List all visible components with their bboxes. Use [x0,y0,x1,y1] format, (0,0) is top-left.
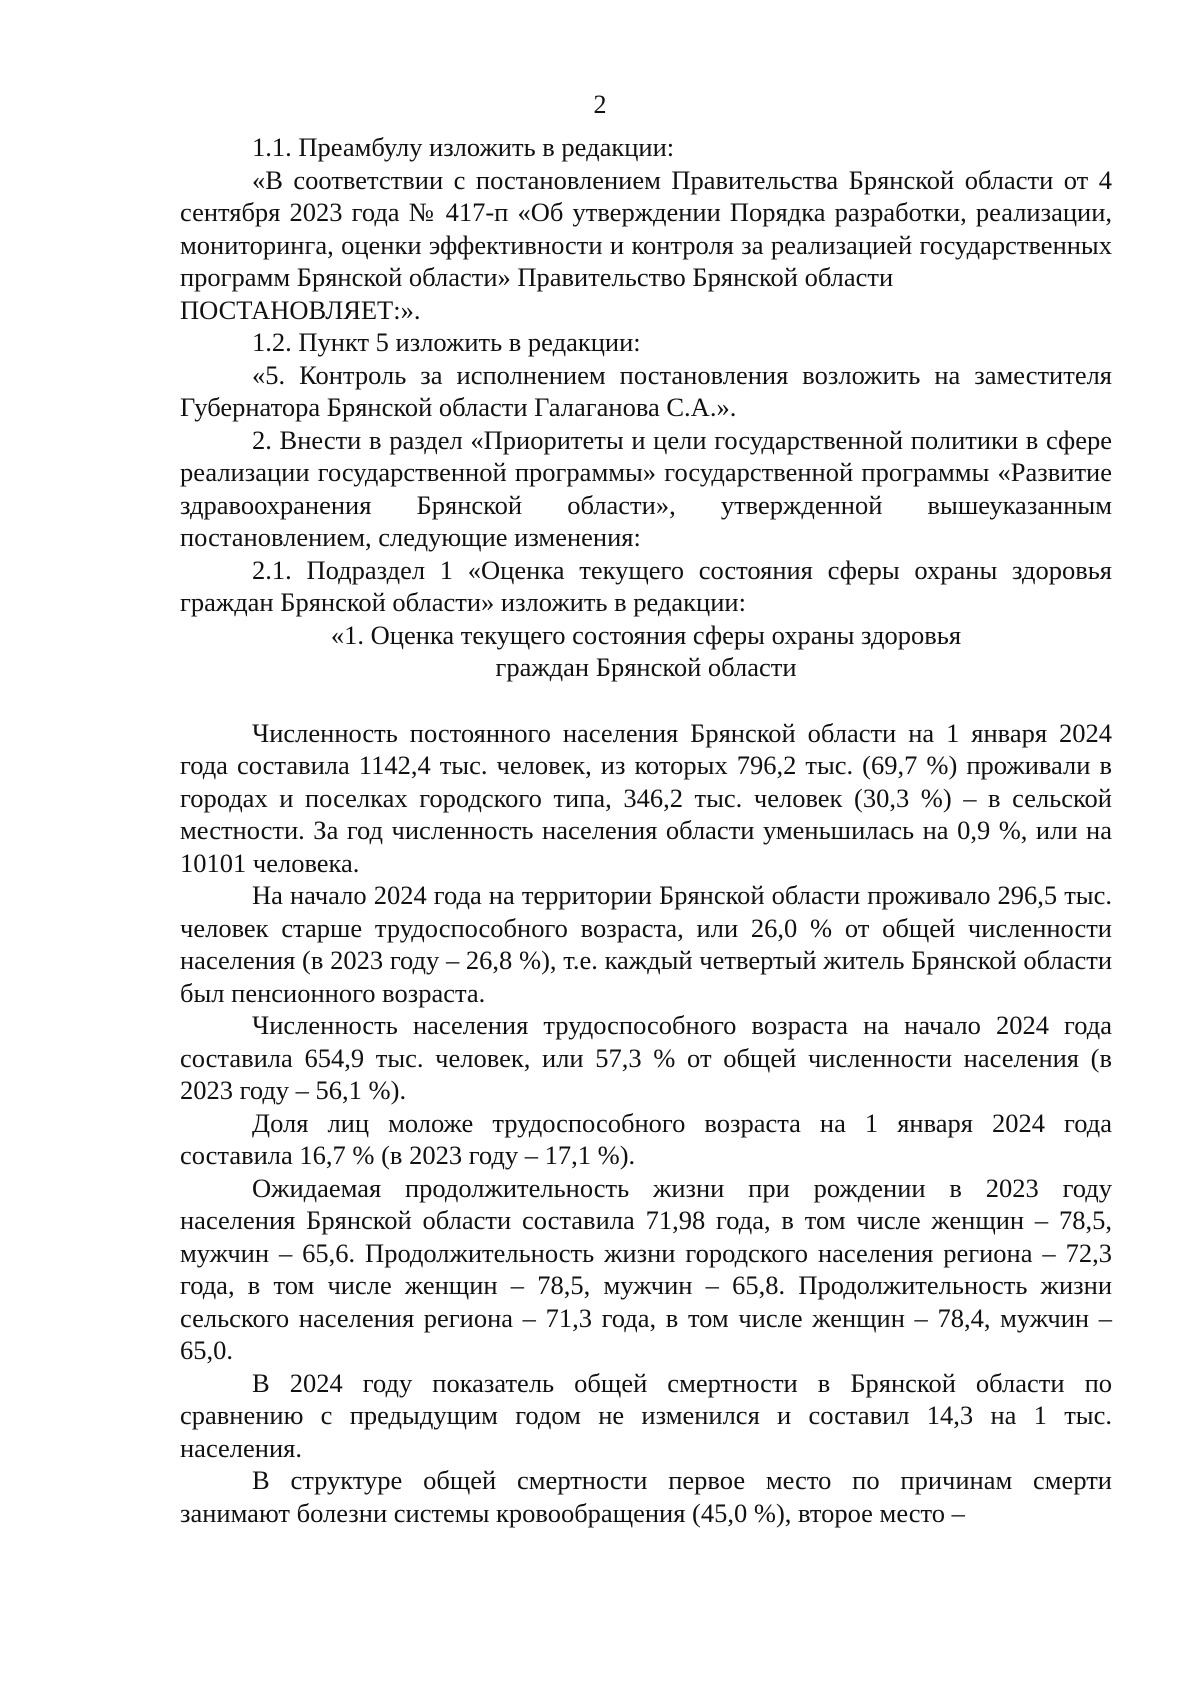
heading-spacer [180,684,1112,717]
paragraph-2-1: 2.1. Подраздел 1 «Оценка текущего состояния сферы охраны здоровья граждан Брянской области» изложить в редакции: [180,554,1112,617]
paragraph-population: Численность постоянного населения Брянской области на 1 января 2024 года составила 1142,4 тыс. человек, из которых 796,2 тыс. (69,7 %) проживали в городах и поселках городского типа, 346,2 тыс. человек (30,3 %) – в сельской местности. За год численность населения области уменьшилась на 0,9 %, или на 10101 человека. [180,717,1112,878]
paragraph-under-working-age: Доля лиц моложе трудоспособного возраста на 1 января 2024 года составила 16,7 % (в 2023 году – 17,1 %). [180,1107,1112,1170]
paragraph-working-age: Численность населения трудоспособного возраста на начало 2024 года составила 654,9 тыс. человек, или 57,3 % от общей численности населения (в 2023 году – 56,1 %). [180,1010,1112,1105]
paragraph-1-1: 1.1. Преамбулу изложить в редакции: [252,132,675,162]
paragraph-postanovlyaet: ПОСТАНОВЛЯЕТ:». [180,294,421,325]
paragraph-2: 2. Внести в раздел «Приоритеты и цели государственной политики в сфере реализации государственной программы» государственной программы «Развитие здравоохранения Брянской области», утвержденной вышеуказанным постановлением, следующие изменения: [180,424,1112,552]
page-number: 2 [593,90,607,119]
paragraph-mortality-structure: В структуре общей смертности первое место по причинам смерти занимают болезни системы кровообращения (45,0 %), второе место – [180,1465,1112,1528]
subsection-heading-line-1: «1. Оценка текущего состояния сферы охраны здоровья [330,619,962,650]
paragraph-point-5: «5. Контроль за исполнением постановления возложить на заместителя Губернатора Брянской области Галаганова С.А.». [180,359,1112,422]
paragraph-life-expectancy: Ожидаемая продолжительность жизни при рождении в 2023 году населения Брянской области составила 71,98 года, в том числе женщин – 78,5, мужчин – 65,6. Продолжительность жизни городского населения региона – 72,3 года, в том числе женщин – 78,5, мужчин – 65,8. Продолжительность жизни сельского населения региона – 71,3 года, в том числе женщин – 78,4, мужчин – 65,0. [180,1172,1112,1365]
paragraph-pension-age: На начало 2024 года на территории Брянской области проживало 296,5 тыс. человек старше трудоспособного возраста, или 26,0 % от общей численности населения (в 2023 году – 26,8 %), т.е. каждый четвертый житель Брянской области был пенсионного возраста. [180,880,1112,1008]
subsection-heading-line-2: граждан Брянской области [495,652,797,682]
document-body [180,131,1112,1529]
paragraph-1-2: 1.2. Пункт 5 изложить в редакции: [252,327,641,357]
paragraph-mortality: В 2024 году показатель общей смертности в Брянской области по сравнению с предыдущим годом не изменился и составил 14,3 на 1 тыс. населения. [180,1367,1112,1463]
paragraph-preamble-text: «В соответствии с постановлением Правительства Брянской области от 4 сентября 2023 года № 417-п «Об утверждении Порядка разработки, реализации, мониторинга, оценки эффективности и контроля за реализацией государственных программ Брянской области» Правительство Брянской области [180,164,1112,292]
